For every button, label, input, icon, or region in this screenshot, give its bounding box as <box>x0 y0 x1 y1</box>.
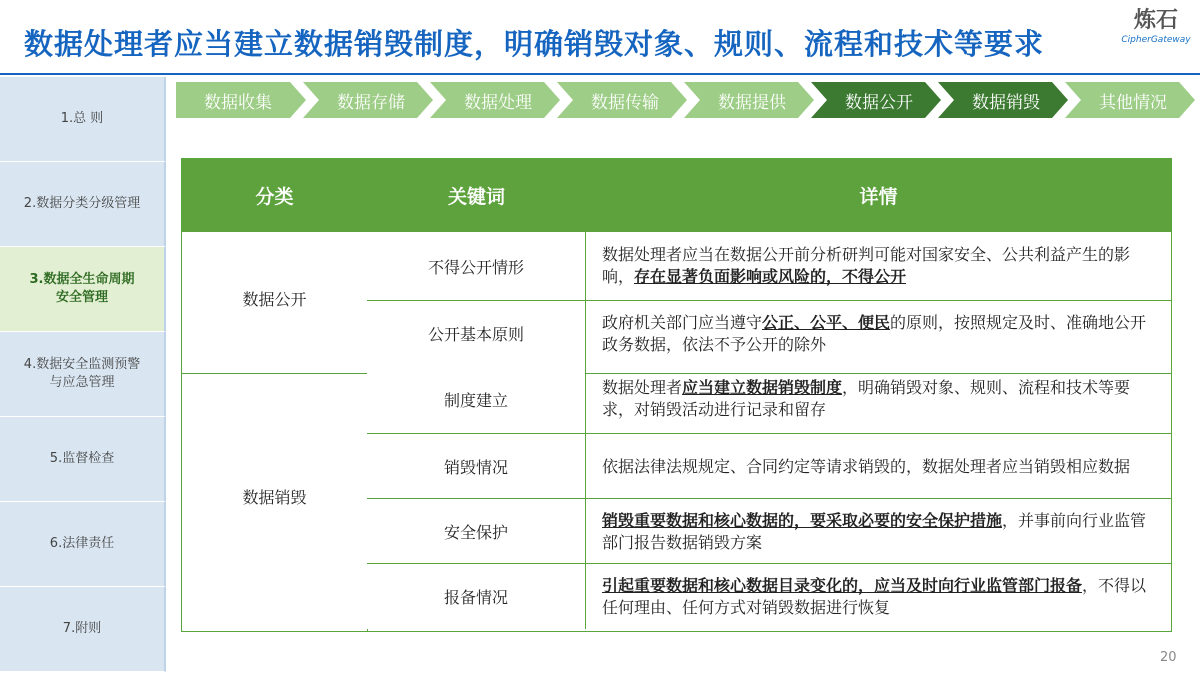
flow-step-3 <box>430 82 560 118</box>
flow-step-1 <box>176 82 306 118</box>
detail-text: 数据处理者应当在数据公开前分析研判可能对国家安全、公共利益产生的影响， <box>602 245 1131 286</box>
detail-emphasis: 公正、公平、便民 <box>762 312 891 332</box>
flow-step-2 <box>303 82 433 118</box>
flow-step-6 <box>811 82 941 118</box>
sidebar-item-appendix[interactable]: 7.附则 <box>0 587 166 672</box>
logo-cn-text: 炼石 <box>1133 8 1178 33</box>
detail-text: 数据处理者 <box>602 378 683 397</box>
sidebar-item-monitoring[interactable]: 4.数据安全监测预警 与应急管理 <box>0 332 166 417</box>
detail-cell <box>586 499 1171 564</box>
keyword-cell: 安全保护 <box>367 499 586 564</box>
flow-step-5 <box>684 82 814 118</box>
detail-emphasis: 存在显著负面影响或风险的，不得公开 <box>634 267 907 286</box>
table-row <box>367 563 1171 629</box>
flow-step-8 <box>1065 82 1195 118</box>
sidebar-item-classification[interactable]: 2.数据分类分级管理 <box>0 162 166 247</box>
keyword-cell: 制度建立 <box>367 365 586 433</box>
detail-text: 的原则，按照规定及时、准确地公开政务数据，依法不予公开的除外 <box>602 312 1147 354</box>
brand-logo <box>1120 8 1192 46</box>
keyword-cell: 公开基本原则 <box>367 301 586 366</box>
detail-text: ，并事前向行业监管部门报告数据销毁方案 <box>602 510 1147 552</box>
lifecycle-flow <box>176 82 1191 118</box>
detail-text: 依据法律法规规定、合同约定等请求销毁的，数据处理者应当销毁相应数据 <box>602 456 1131 476</box>
sidebar-item-supervision[interactable]: 5.监督检查 <box>0 417 166 502</box>
header-category: 分类 <box>255 186 294 208</box>
detail-text: 政府机关部门应当遵守 <box>602 312 763 332</box>
title-divider <box>0 73 1200 75</box>
table-row <box>367 365 1171 433</box>
flow-step-label: 数据公开 <box>845 92 913 113</box>
category-cell: 数据销毁 <box>242 488 307 507</box>
flow-step-label: 数据提供 <box>718 92 786 113</box>
detail-emphasis: 销毁重要数据和核心数据的，要采取必要的安全保护措施 <box>602 510 1003 530</box>
keyword-cell: 报备情况 <box>367 564 586 629</box>
flow-step-label: 其他情况 <box>1099 92 1167 113</box>
page-number: 20 <box>1160 650 1177 665</box>
detail-cell <box>586 301 1171 366</box>
table-row <box>367 433 1171 499</box>
table-row <box>367 498 1171 564</box>
sidebar-item-liability[interactable]: 6.法律责任 <box>0 502 166 587</box>
header-detail: 详情 <box>859 186 898 208</box>
flow-step-label: 数据传输 <box>591 92 659 113</box>
flow-step-7 <box>938 82 1068 118</box>
flow-step-4 <box>557 82 687 118</box>
flow-step-label: 数据处理 <box>464 92 532 113</box>
table-row <box>367 300 1171 366</box>
table-row <box>367 232 1171 300</box>
flow-step-label: 数据收集 <box>204 92 272 113</box>
page-title: 数据处理者应当建立数据销毁制度，明确销毁对象、规则、流程和技术等要求 <box>24 27 1045 61</box>
detail-cell <box>586 434 1171 499</box>
sidebar-item-lifecycle[interactable]: 3.数据全生命周期 安全管理 <box>0 247 166 332</box>
header-keyword: 关键词 <box>447 186 505 208</box>
keyword-cell: 不得公开情形 <box>367 232 586 300</box>
logo-en-text: CipherGateway <box>1121 35 1191 45</box>
detail-cell <box>586 365 1171 433</box>
detail-table <box>181 158 1172 632</box>
flow-step-label: 数据销毁 <box>972 92 1040 113</box>
category-cell: 数据公开 <box>242 290 307 309</box>
table-header <box>182 159 1171 232</box>
detail-cell <box>586 564 1171 629</box>
detail-emphasis: 引起重要数据和核心数据目录变化的，应当及时向行业监管部门报备 <box>602 575 1083 595</box>
detail-cell <box>586 232 1171 300</box>
flow-step-label: 数据存储 <box>337 92 405 113</box>
detail-text: ，明确销毁对象、规则、流程和技术等要求，对销毁活动进行记录和留存 <box>602 378 1131 419</box>
detail-emphasis: 应当建立数据销毁制度 <box>682 378 843 397</box>
sidebar-nav <box>0 77 166 674</box>
keyword-cell: 销毁情况 <box>367 434 586 499</box>
sidebar-item-general[interactable]: 1.总 则 <box>0 77 166 162</box>
detail-text: ，不得以任何理由、任何方式对销毁数据进行恢复 <box>602 575 1147 617</box>
